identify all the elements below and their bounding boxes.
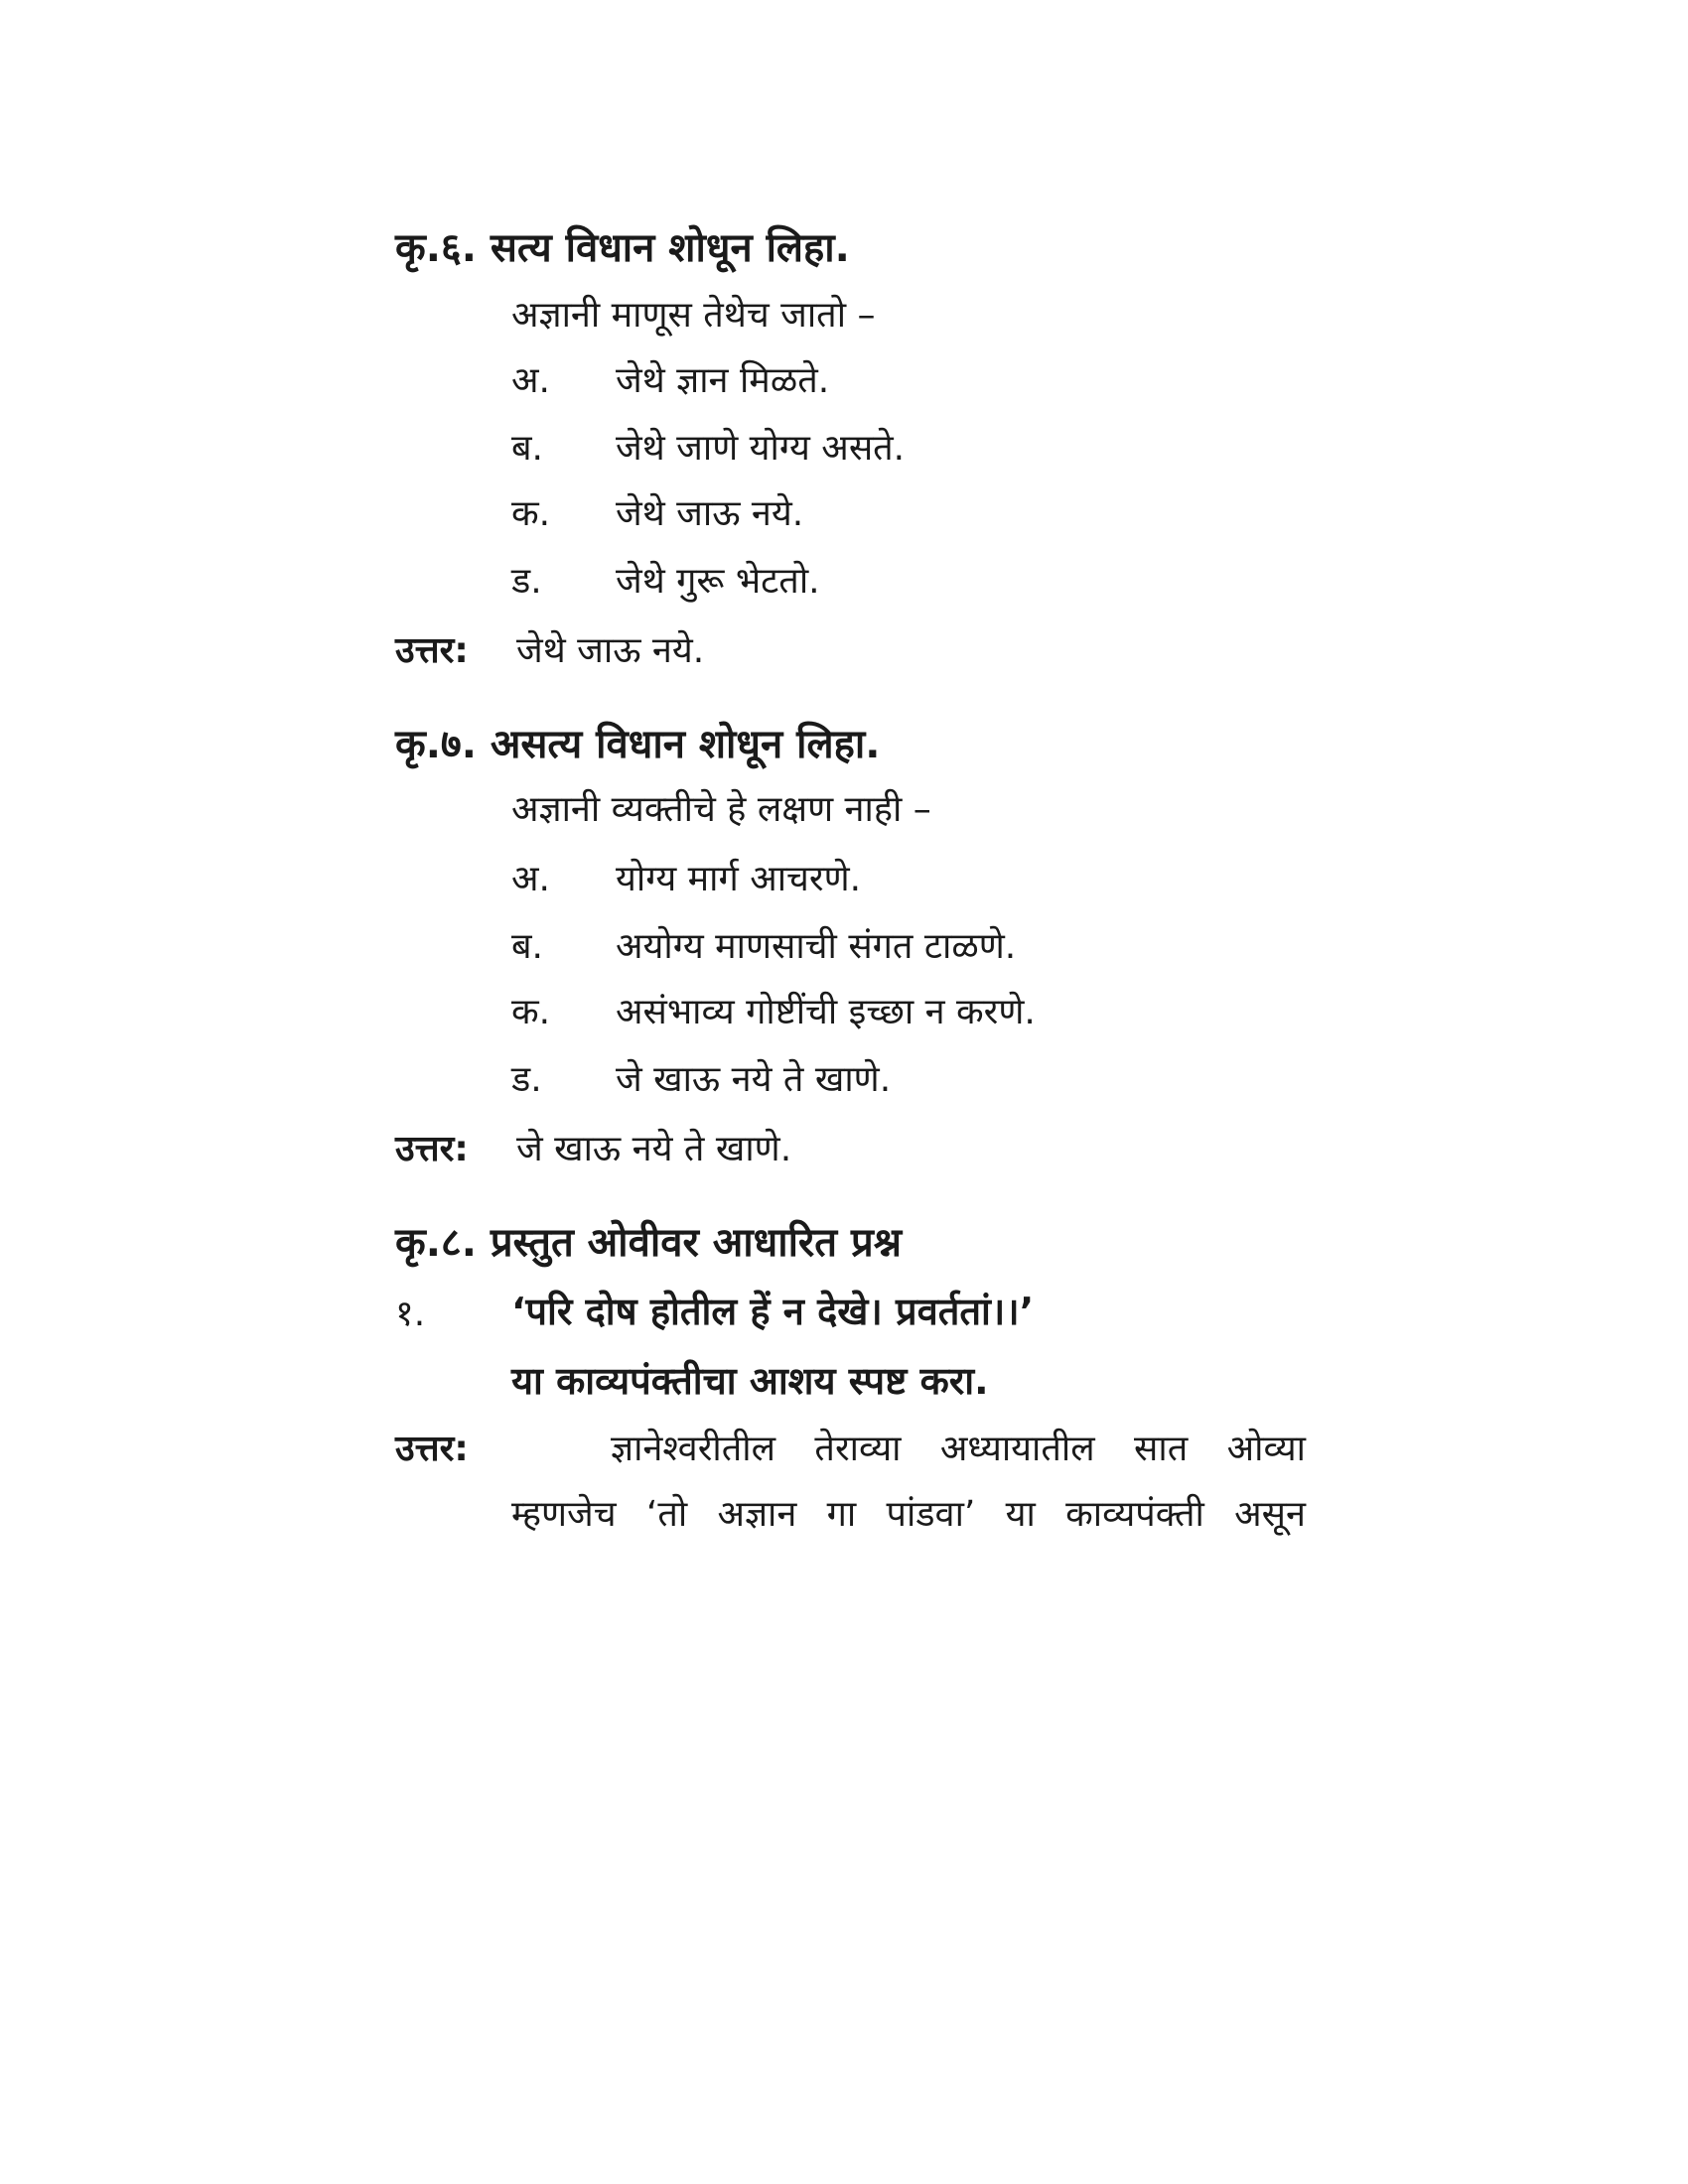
q7-option-b-letter: ब. [511, 926, 543, 967]
q8-heading: कृ.८. प्रस्तुत ओवीवर आधारित प्रश्न [395, 1220, 903, 1266]
q6-answer: जेथे जाऊ नये. [516, 630, 705, 671]
q6-heading: कृ.६. सत्य विधान शोधून लिहा. [395, 225, 850, 271]
q6-option-b-letter: ब. [511, 428, 543, 469]
q7-option-d-letter: ड. [511, 1059, 542, 1100]
q6-option-b-text: जेथे जाणे योग्य असते. [616, 428, 906, 469]
q7-option-a-letter: अ. [511, 859, 550, 899]
q7-stem: अज्ञानी व्यक्तीचे हे लक्षण नाही – [511, 789, 931, 830]
q6-option-c-letter: क. [511, 493, 551, 534]
q7-heading: कृ.७. असत्य विधान शोधून लिहा. [395, 722, 881, 767]
q7-option-d-text: जे खाऊ नये ते खाणे. [616, 1059, 892, 1100]
q8-sub-number: १. [395, 1294, 426, 1334]
q7-answer-label: उत्तर: [395, 1129, 469, 1169]
q8-answer-label: उत्तर: [395, 1429, 469, 1469]
q8-sub-quote: ‘परि दोष होतील हें न देखे। प्रवर्ततां।।’ [511, 1290, 1035, 1333]
q8-answer-line-2: म्हणजेच ‘तो अज्ञान गा पांडवा’ या काव्यपंक्ती असून [511, 1494, 1306, 1535]
q7-option-a-text: योग्य मार्ग आचरणे. [616, 859, 862, 899]
q6-option-d-letter: ड. [511, 561, 542, 602]
q7-option-c-letter: क. [511, 992, 551, 1032]
q6-option-a-text: जेथे ज्ञान मिळते. [616, 360, 830, 401]
q6-answer-label: उत्तर: [395, 630, 469, 671]
q7-option-b-text: अयोग्य माणसाची संगत टाळणे. [616, 926, 1017, 967]
q7-option-c-text: असंभाव्य गोष्टींची इच्छा न करणे. [616, 992, 1036, 1032]
q6-option-d-text: जेथे गुरू भेटतो. [616, 561, 820, 602]
q6-option-c-text: जेथे जाऊ नये. [616, 493, 804, 534]
q6-stem: अज्ञानी माणूस तेथेच जातो – [511, 295, 876, 336]
q7-answer: जे खाऊ नये ते खाणे. [516, 1129, 792, 1169]
q6-option-a-letter: अ. [511, 360, 550, 401]
q8-sub-instruction: या काव्यपंक्तीचा आशय स्पष्ट करा. [511, 1359, 989, 1403]
q8-answer-line-1: ज्ञानेश्वरीतील तेराव्या अध्यायातील सात ओव्या [611, 1429, 1306, 1469]
